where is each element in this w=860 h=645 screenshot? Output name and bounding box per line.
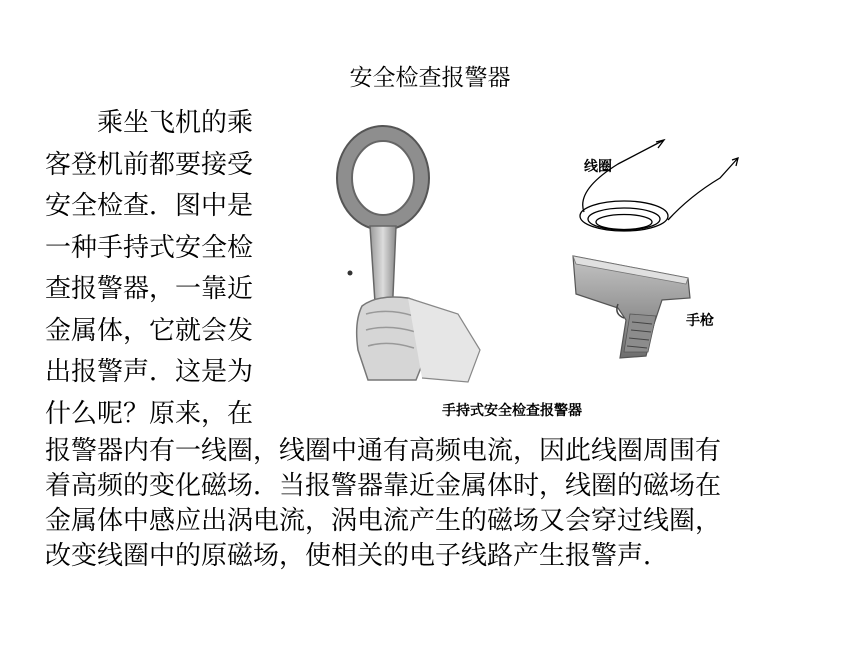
text-line: 改变线圈中的原磁场，使相关的电子线路产生报警声．	[45, 541, 670, 571]
text-line: 报警器内有一线圈，线圈中通有高频电流，因此线圈周围有	[45, 436, 722, 466]
coil-diagram	[580, 140, 738, 231]
gun-label: 手枪	[686, 313, 714, 329]
figure-illustration	[318, 118, 788, 428]
text-line: 着高频的变化磁场．当报警器靠近金属体时，线圈的磁场在	[45, 471, 722, 501]
text-line: 金属体中感应出涡电流，涡电流产生的磁场又会穿过线圈，	[45, 506, 722, 536]
paragraph-narrow	[45, 103, 285, 435]
text-line: 客登机前都要接受	[45, 149, 254, 180]
pistol-image	[573, 256, 690, 358]
figure	[318, 118, 788, 428]
text-line: 什么呢？原来，在	[45, 398, 254, 429]
text-line: 一种手持式安全检	[45, 232, 254, 263]
text-line: 乘坐飞机的乘	[45, 108, 254, 138]
text-line: 安全检查．图中是	[45, 191, 254, 221]
text-line: 金属体，它就会发	[45, 315, 254, 346]
paragraph-wide	[45, 434, 835, 574]
page-title: 安全检查报警器	[349, 65, 511, 91]
coil-label: 线圈	[584, 159, 612, 175]
handheld-detector-image	[337, 126, 480, 382]
text-line: 查报警器，一靠近	[45, 274, 254, 304]
text-line: 出报警声．这是为	[45, 357, 254, 387]
figure-caption: 手持式安全检查报警器	[442, 403, 582, 419]
